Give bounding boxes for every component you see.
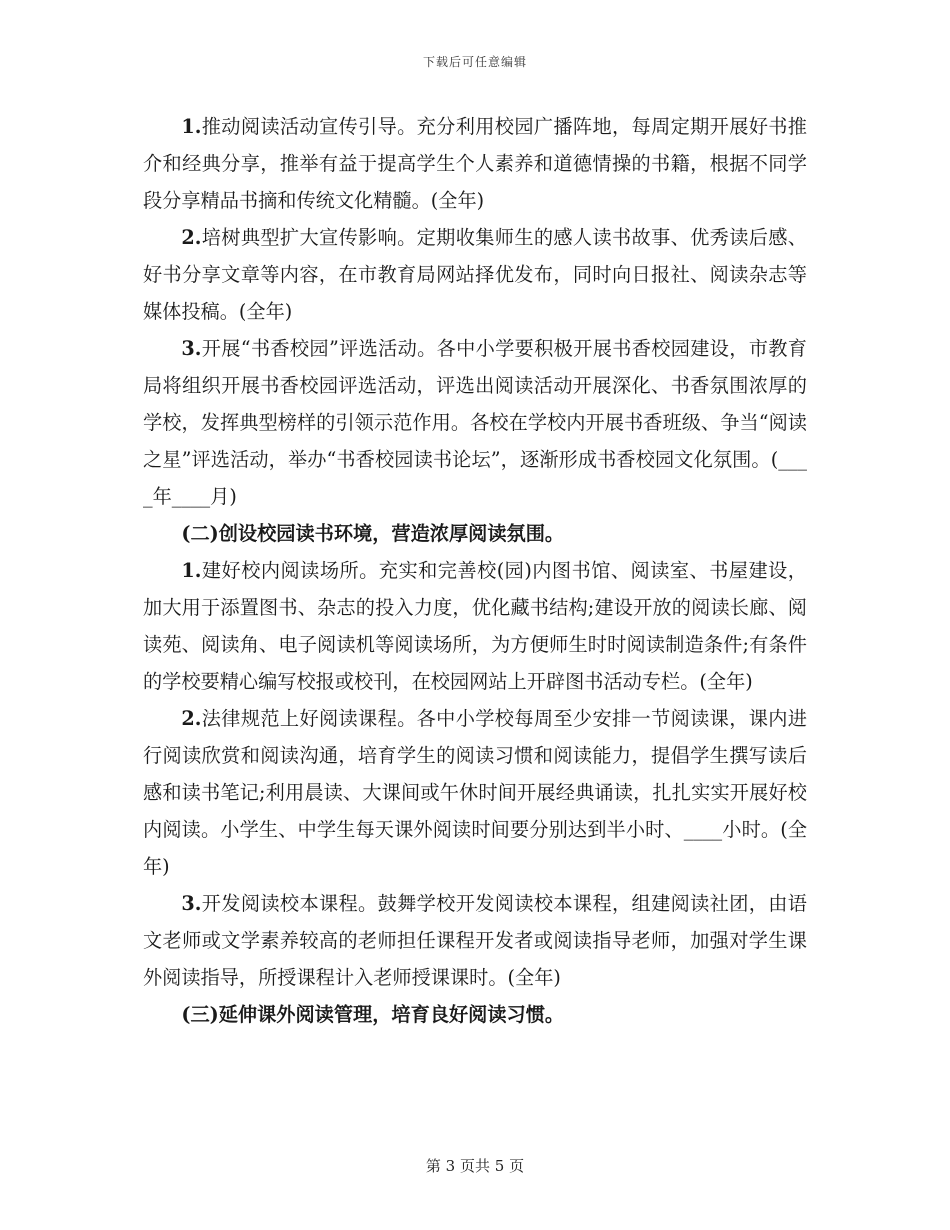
list-item [143,219,807,330]
list-item [143,330,807,515]
page-footer: 第 3 页共 5 页 [425,1157,525,1175]
item-text: 开展“书香校园”评选活动。各中小学要积极开展书香校园建设，市教育局将组织开展书香校园评选活动，评选出阅读活动开展深化、书香氛围浓厚的学校，发挥典型榜样的引领示范作用。各校在学校内开展书香班级、争当“阅读之星”评选活动，举办“书香校园读书论坛”，逐渐形成书香校园文化氛围。(____年____月) [143,337,807,508]
section-heading: (三)延伸课外阅读管理，培育良好阅读习惯。 [181,1003,565,1026]
list-item [143,552,807,700]
item-number: 1. [181,559,202,582]
item-number: 3. [181,892,202,915]
item-text: 培树典型扩大宣传影响。定期收集师生的感人读书故事、优秀读后感、好书分享文章等内容，在市教育局网站择优发布，同时向日报社、阅读杂志等媒体投稿。(全年) [143,226,807,323]
item-text: 开发阅读校本课程。鼓舞学校开发阅读校本课程，组建阅读社团，由语文老师或文学素养较高的老师担任课程开发者或阅读指导老师，加强对学生课外阅读指导，所授课程计入老师授课课时。(全年) [143,892,807,989]
item-text: 建好校内阅读场所。充实和完善校(园)内图书馆、阅读室、书屋建设，加大用于添置图书、杂志的投入力度，优化藏书结构;建设开放的阅读长廊、阅读苑、阅读角、电子阅读机等阅读场所，为方便师生时时阅读制造条件;有条件的学校要精心编写校报或校刊，在校园网站上开辟图书活动专栏。(全年) [143,559,807,693]
list-item [143,885,807,996]
document-body [143,108,807,1033]
item-text: 法律规范上好阅读课程。各中小学校每周至少安排一节阅读课，课内进行阅读欣赏和阅读沟通，培育学生的阅读习惯和阅读能力，提倡学生撰写读后感和读书笔记;利用晨读、大课间或午休时间开展经典诵读，扎扎实实开展好校内阅读。小学生、中学生每天课外阅读时间要分别达到半小时、____小时。(全年) [143,707,807,878]
item-number: 3. [181,337,202,360]
item-text: 推动阅读活动宣传引导。充分利用校园广播阵地，每周定期开展好书推介和经典分享，推举有益于提高学生个人素养和道德情操的书籍，根据不同学段分享精品书摘和传统文化精髓。(全年) [143,115,807,212]
item-number: 1. [181,115,202,138]
list-item [143,700,807,885]
list-item [143,108,807,219]
item-number: 2. [181,707,202,730]
section-heading: (二)创设校园读书环境，营造浓厚阅读氛围。 [181,522,565,545]
item-number: 2. [181,226,202,249]
page-header: 下载后可任意编辑 [422,55,527,69]
